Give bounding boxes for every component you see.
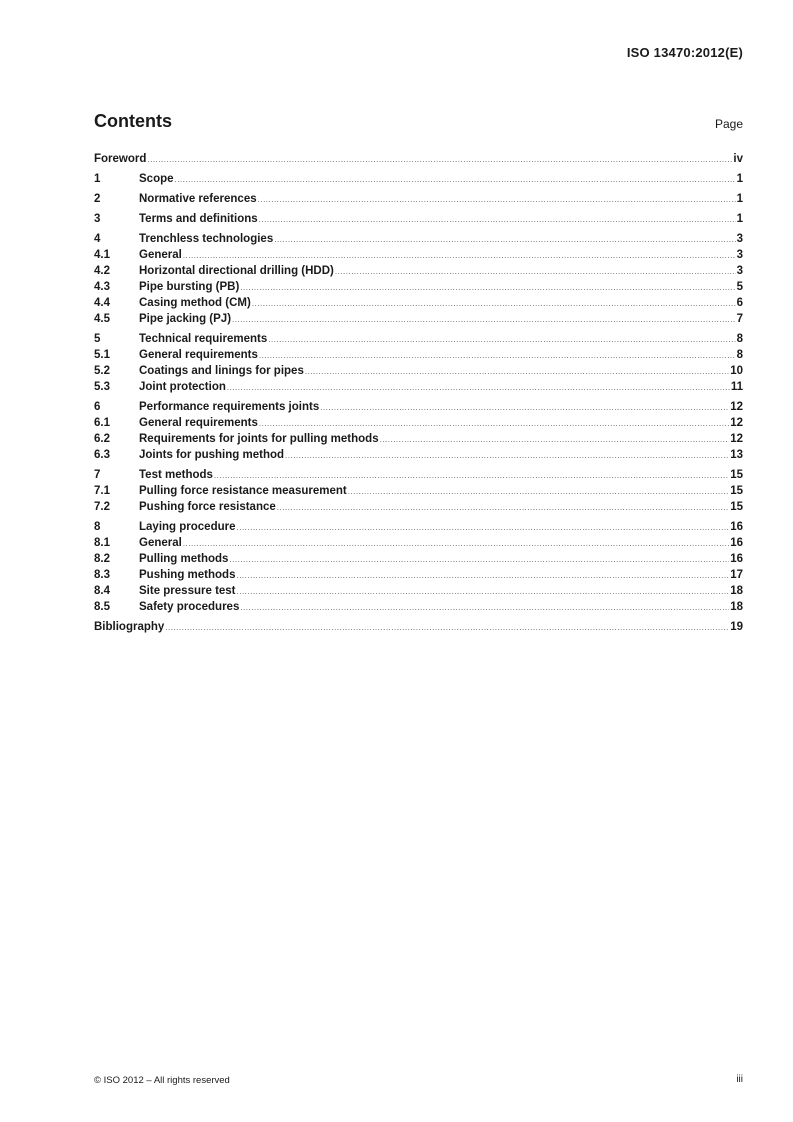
toc-entry-number: 8.5 <box>94 601 110 613</box>
toc-entry-page: 12 <box>730 433 743 445</box>
toc-entry-number: 6.2 <box>94 433 110 445</box>
toc-group <box>94 213 743 225</box>
toc-entry-page: 13 <box>730 449 743 461</box>
dot-leader <box>274 234 735 246</box>
toc-entry[interactable] <box>94 401 743 413</box>
toc-entry-page: 12 <box>730 401 743 413</box>
toc-entry-title: Bibliography <box>94 621 165 633</box>
toc-entry[interactable] <box>94 601 743 613</box>
toc-entry-number: 8.4 <box>94 585 110 597</box>
toc-entry[interactable] <box>94 333 743 345</box>
toc-entry-title: Pushing methods <box>139 569 236 581</box>
toc-entry-number: 4 <box>94 233 101 245</box>
toc-entry-title: General <box>139 249 182 261</box>
toc-entry[interactable] <box>94 153 743 165</box>
dot-leader <box>183 250 736 262</box>
toc-entry[interactable] <box>94 265 743 277</box>
toc-entry-title: Site pressure test <box>139 585 236 597</box>
toc-entry-number: 7 <box>94 469 101 481</box>
toc-entry-title: Joints for pushing method <box>139 449 285 461</box>
toc-entry[interactable] <box>94 173 743 185</box>
toc-entry-title: General <box>139 537 182 549</box>
dot-leader <box>348 486 729 498</box>
dot-leader <box>147 154 732 166</box>
toc-entry-page: 18 <box>730 585 743 597</box>
toc-entry-number: 5 <box>94 333 101 345</box>
toc-group <box>94 153 743 165</box>
dot-leader <box>183 538 729 550</box>
toc-entry-title: Requirements for joints for pulling methods <box>139 433 379 445</box>
toc-entry[interactable] <box>94 313 743 325</box>
toc-entry[interactable] <box>94 485 743 497</box>
toc-entry-number: 8.3 <box>94 569 110 581</box>
toc-entry[interactable] <box>94 569 743 581</box>
toc-entry-page: 16 <box>730 537 743 549</box>
toc-entry-title: General requirements <box>139 417 258 429</box>
toc-entry-title: Technical requirements <box>139 333 268 345</box>
toc-entry-title: Casing method (CM) <box>139 297 251 309</box>
page-column-label: Page <box>714 117 743 131</box>
toc-entry[interactable] <box>94 349 743 361</box>
toc-entry-number: 4.2 <box>94 265 110 277</box>
toc-entry[interactable] <box>94 621 743 633</box>
dot-leader <box>232 314 736 326</box>
toc-entry[interactable] <box>94 381 743 393</box>
toc-entry-title: Pulling force resistance measurement <box>139 485 347 497</box>
dot-leader <box>259 418 729 430</box>
toc-entry-number: 6 <box>94 401 101 413</box>
dot-leader <box>227 382 730 394</box>
toc-entry-page: 3 <box>736 233 743 245</box>
toc-entry[interactable] <box>94 233 743 245</box>
toc-entry-number: 6.1 <box>94 417 110 429</box>
toc-entry-page: 19 <box>730 621 743 633</box>
toc-entry-number: 8.1 <box>94 537 110 549</box>
toc-entry[interactable] <box>94 365 743 377</box>
toc-entry-title: Normative references <box>139 193 257 205</box>
toc-entry-page: 1 <box>736 213 743 225</box>
toc-entry-title: Terms and definitions <box>139 213 258 225</box>
toc-entry-title: Trenchless technologies <box>139 233 274 245</box>
toc-entry[interactable] <box>94 521 743 533</box>
toc-entry-title: Scope <box>139 173 174 185</box>
dot-leader <box>175 174 736 186</box>
dot-leader <box>320 402 729 414</box>
toc-entry-number: 7.2 <box>94 501 110 513</box>
toc-entry[interactable] <box>94 249 743 261</box>
toc-entry-page: 6 <box>736 297 743 309</box>
dot-leader <box>335 266 736 278</box>
toc-entry-page: 5 <box>736 281 743 293</box>
toc-entry-page: 1 <box>736 193 743 205</box>
page-number: iii <box>736 1074 743 1085</box>
toc-entry-number: 5.2 <box>94 365 110 377</box>
toc-entry-number: 2 <box>94 193 101 205</box>
toc-entry-page: 15 <box>730 469 743 481</box>
toc-entry-number: 8.2 <box>94 553 110 565</box>
toc-entry-page: 17 <box>730 569 743 581</box>
toc-entry-number: 7.1 <box>94 485 110 497</box>
toc-entry[interactable] <box>94 469 743 481</box>
toc-entry-title: Coatings and linings for pipes <box>139 365 304 377</box>
toc-entry-page: 3 <box>736 249 743 261</box>
toc-entry-page: 12 <box>730 417 743 429</box>
dot-leader <box>259 350 736 362</box>
dot-leader <box>259 214 736 226</box>
toc-entry-number: 5.3 <box>94 381 110 393</box>
toc-entry-page: 11 <box>730 381 743 393</box>
dot-leader <box>229 554 729 566</box>
toc-entry-page: iv <box>733 153 743 165</box>
document-id-header: ISO 13470:2012(E) <box>626 45 743 60</box>
toc-entry-page: 18 <box>730 601 743 613</box>
dot-leader <box>240 282 735 294</box>
toc-entry-title: Foreword <box>94 153 147 165</box>
dot-leader <box>236 570 729 582</box>
dot-leader <box>237 586 730 598</box>
toc-entry-page: 15 <box>730 485 743 497</box>
dot-leader <box>285 450 729 462</box>
toc-entry[interactable] <box>94 193 743 205</box>
toc-group <box>94 469 743 513</box>
toc-entry-number: 8 <box>94 521 101 533</box>
dot-leader <box>252 298 736 310</box>
toc-entry-title: Pipe jacking (PJ) <box>139 313 232 325</box>
dot-leader <box>268 334 735 346</box>
toc-entry[interactable] <box>94 297 743 309</box>
dot-leader <box>305 366 729 378</box>
toc-entry[interactable] <box>94 537 743 549</box>
toc-entry-title: General requirements <box>139 349 258 361</box>
toc-entry[interactable] <box>94 213 743 225</box>
toc-entry[interactable] <box>94 585 743 597</box>
toc-entry-title: Pulling methods <box>139 553 229 565</box>
toc-group <box>94 173 743 185</box>
dot-leader <box>240 602 729 614</box>
toc-entry-number: 4.1 <box>94 249 110 261</box>
toc-entry-title: Laying procedure <box>139 521 236 533</box>
toc-group <box>94 333 743 393</box>
toc-entry-page: 16 <box>730 521 743 533</box>
toc-entry-number: 4.3 <box>94 281 110 293</box>
toc-entry-title: Safety procedures <box>139 601 240 613</box>
toc-entry-page: 1 <box>736 173 743 185</box>
toc-group <box>94 401 743 461</box>
toc-entry-number: 5.1 <box>94 349 110 361</box>
toc-entry-page: 15 <box>730 501 743 513</box>
toc-group <box>94 233 743 325</box>
toc-entry-page: 8 <box>736 349 743 361</box>
toc-entry-number: 4.4 <box>94 297 110 309</box>
toc-entry[interactable] <box>94 417 743 429</box>
table-of-contents <box>94 153 743 641</box>
toc-entry-title: Horizontal directional drilling (HDD) <box>139 265 334 277</box>
toc-entry-page: 8 <box>736 333 743 345</box>
toc-entry[interactable] <box>94 281 743 293</box>
toc-entry[interactable] <box>94 449 743 461</box>
toc-entry-title: Test methods <box>139 469 213 481</box>
toc-entry-page: 16 <box>730 553 743 565</box>
toc-entry[interactable] <box>94 501 743 513</box>
toc-entry-page: 7 <box>736 313 743 325</box>
copyright-notice: © ISO 2012 – All rights reserved <box>94 1075 230 1086</box>
toc-entry-number: 3 <box>94 213 101 225</box>
toc-entry-title: Pushing force resistance <box>139 501 276 513</box>
toc-entry-number: 4.5 <box>94 313 110 325</box>
toc-group <box>94 621 743 633</box>
toc-group <box>94 521 743 613</box>
toc-entry-title: Performance requirements joints <box>139 401 320 413</box>
toc-entry[interactable] <box>94 553 743 565</box>
toc-entry-page: 10 <box>730 365 743 377</box>
dot-leader <box>380 434 730 446</box>
dot-leader <box>277 502 729 514</box>
toc-entry[interactable] <box>94 433 743 445</box>
toc-entry-number: 1 <box>94 173 101 185</box>
toc-entry-title: Joint protection <box>139 381 226 393</box>
dot-leader <box>237 522 730 534</box>
toc-group <box>94 193 743 205</box>
toc-entry-number: 6.3 <box>94 449 110 461</box>
page-title: Contents <box>94 111 172 131</box>
toc-entry-title: Pipe bursting (PB) <box>139 281 240 293</box>
toc-entry-page: 3 <box>736 265 743 277</box>
dot-leader <box>165 622 729 634</box>
dot-leader <box>258 194 736 206</box>
dot-leader <box>214 470 729 482</box>
